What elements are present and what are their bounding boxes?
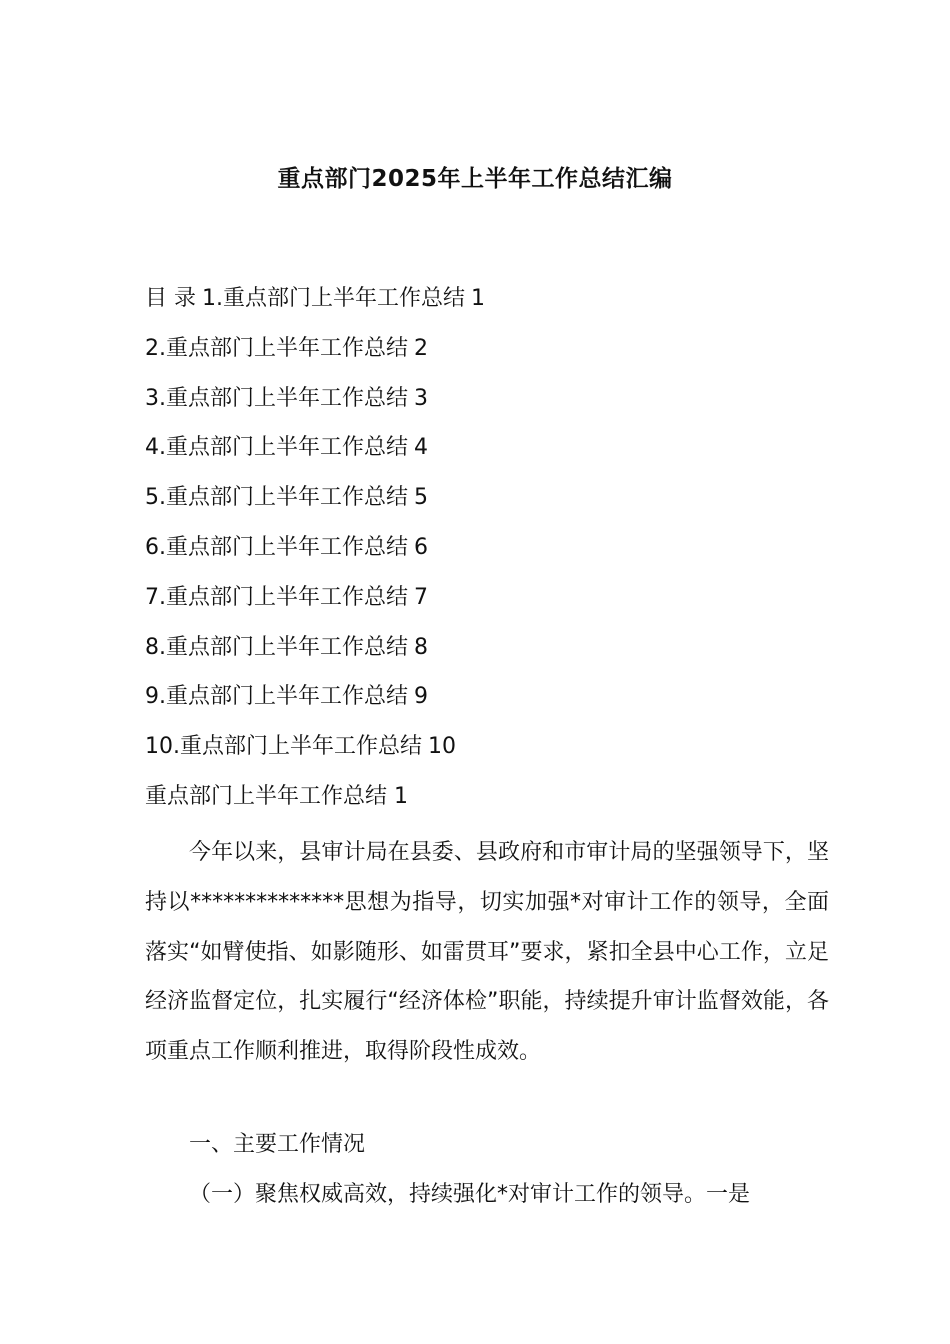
toc-entry-page: 5 [414,485,429,511]
toc-entry-text: 重点部门上半年工作总结 [223,286,466,311]
toc-entry[interactable] [145,629,825,679]
toc-entry-text: 重点部门上半年工作总结 [166,485,409,511]
toc-entry-text: 重点部门上半年工作总结 [166,584,409,610]
toc-entry-page: 9 [414,684,429,710]
intro-paragraph: 今年以来，县审计局在县委、县政府和市审计局的坚强领导下，坚持以**************思想为指导，切实加强*对审计工作的领导，全面落实“如臂使指、如影随形、如雷贯耳”要求，紧扣全县中心工作，立足经济监督定位，扎实履行“经济体检”职能，持续提升审计监督效能，各项重点工作顺利推进，取得阶段性成效。 [145,840,829,1065]
toc-entry-page: 7 [414,584,429,610]
toc-entry[interactable] [145,678,825,728]
toc-entry-number: 5. [145,485,166,511]
toc-entry-number: 7. [145,584,166,610]
section-heading: 重点部门上半年工作总结 1 [145,784,408,809]
toc-entry-page: 10 [428,734,457,760]
toc-entry[interactable] [145,330,825,380]
toc-entry[interactable] [145,529,825,579]
heading-main-work: 一、主要工作情况 [189,1132,366,1157]
toc-entry-number: 1. [202,286,223,311]
toc-entry[interactable] [145,280,825,330]
toc-entry-page: 1 [471,286,486,311]
toc-entry-number: 4. [145,435,166,461]
toc-entry-number: 2. [145,335,166,361]
toc-entry-text: 重点部门上半年工作总结 [166,684,409,710]
toc-entry-text: 重点部门上半年工作总结 [166,534,409,560]
toc-entry-text: 重点部门上半年工作总结 [166,385,409,411]
toc-entry-page: 6 [414,534,429,560]
toc-entry-number: 6. [145,534,166,560]
document-title: 重点部门2025年上半年工作总结汇编 [277,166,673,192]
subheading-first-item: （一）聚焦权威高效，持续强化*对审计工作的领导。一是 [189,1182,751,1207]
toc-entry-number: 9. [145,684,166,710]
toc-entry[interactable] [145,579,825,629]
toc-entry-number: 10. [145,734,180,760]
toc-entry-page: 2 [414,335,429,361]
toc-entry-page: 8 [414,634,429,660]
toc-entry[interactable] [145,728,825,778]
toc-label: 目 录 [145,286,196,311]
toc-entry[interactable] [145,479,825,529]
toc-entry[interactable] [145,429,825,479]
toc-entry-text: 重点部门上半年工作总结 [180,734,423,760]
toc-entry-number: 8. [145,634,166,660]
toc-entry-page: 4 [414,435,429,461]
toc-entry-text: 重点部门上半年工作总结 [166,435,409,461]
toc-entry-text: 重点部门上半年工作总结 [166,634,409,660]
toc-entry-number: 3. [145,385,166,411]
table-of-contents [145,280,825,778]
toc-entry-text: 重点部门上半年工作总结 [166,335,409,361]
toc-entry[interactable] [145,380,825,430]
toc-entry-page: 3 [414,385,429,411]
